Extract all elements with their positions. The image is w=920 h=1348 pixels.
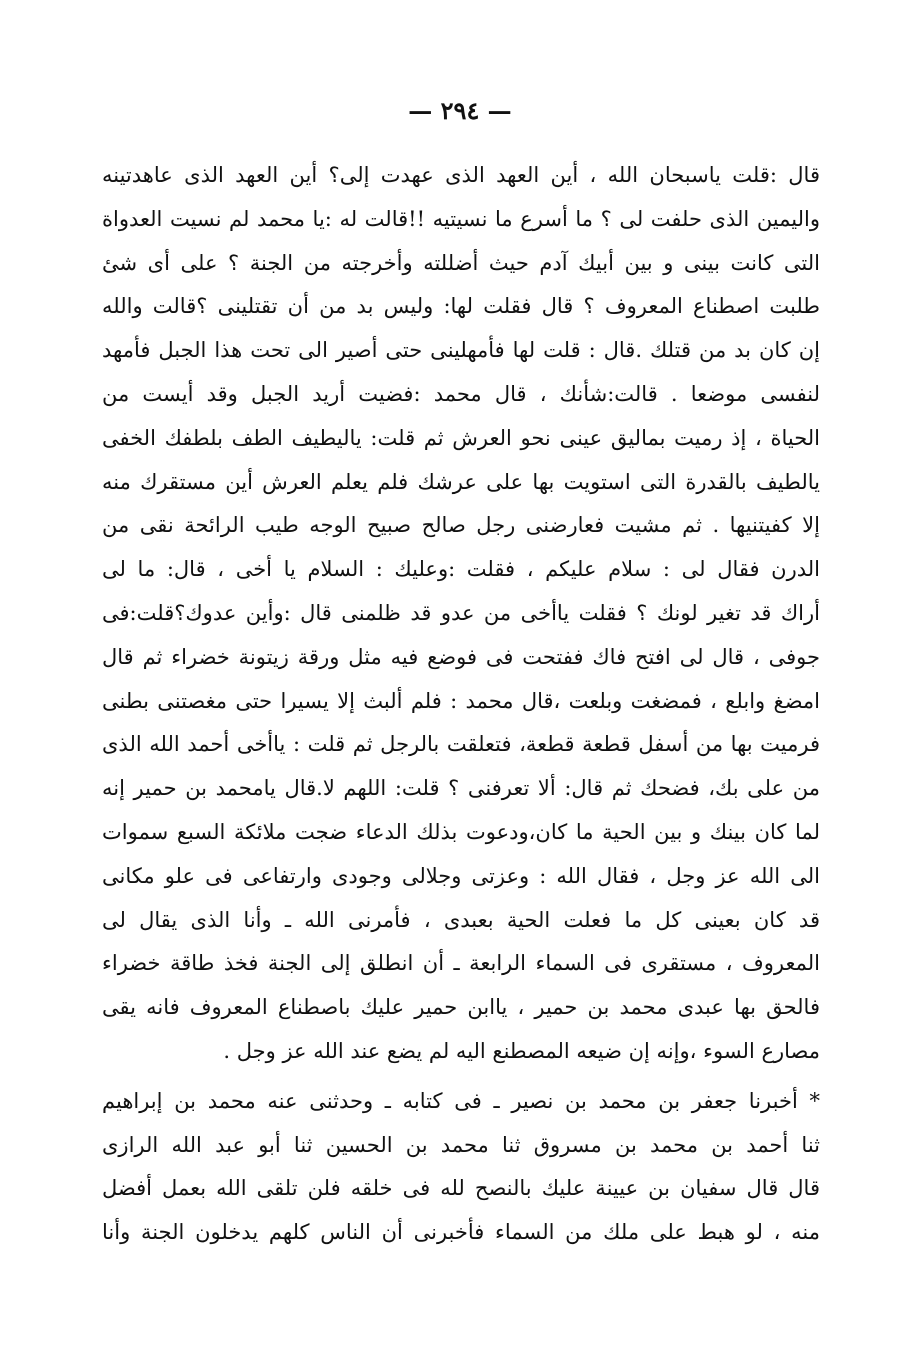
text-line: إلا كفيتنيها . ثم مشيت فعارضنى رجل صالح صبيح الوجه طيب الرائحة نقى من (102, 513, 820, 538)
text-line: امضغ وابلع ، فمضغت وبلعت ،قال محمد : فلم ألبث إلا يسيرا حتى مغصتنى بطنى (102, 688, 820, 713)
text-line: جوفى ، قال لى افتح فاك ففتحت فى فوضع فيه مثل ورقة زيتونة خضراء ثم قال (102, 644, 820, 669)
text-line: أراك قد تغير لونك ؟ فقلت ياأخى من عدو قد ظلمنى قال :وأين عدوك؟قلت:فى (102, 600, 820, 625)
page-number: — ٢٩٤ — (408, 96, 512, 125)
text-line: منه ، لو هبط على ملك من السماء فأخبرنى أن الناس كلهم يدخلون الجنة وأنا (102, 1220, 820, 1245)
text-line: الى الله عز وجل ، فقال الله : وعزتى وجلالى وجودى وارتفاعى فى علو مكانى (102, 863, 820, 888)
text-line: واليمين الذى حلفت لى ؟ ما أسرع ما نسيتيه !!قالت له :يا محمد لم نسيت العدواة (102, 206, 820, 231)
body-text (102, 154, 820, 1255)
text-line: لنفسى موضعا . قالت:شأنك ، قال محمد :فضيت أريد الجبل وقد أيست من (102, 381, 820, 406)
text-line: الحياة ، إذ رميت بماليق عينى نحو العرش ثم قلت: ياليطيف الطف بلطفك الخفى (102, 425, 820, 450)
text-line: فرميت بها من أسفل قطعة قطعة، فتعلقت بالرجل ثم قلت : ياأخى أحمد الله الذى (102, 732, 820, 757)
text-line: من على بك، فضحك ثم قال: ألا تعرفنى ؟ قلت: اللهم لا.قال يامحمد بن حمير إنه (102, 776, 820, 801)
text-line: إن كان بد من قتلك .قال : قلت لها فأمهلينى حتى أصير الى تحت هذا الجبل فأمهد (102, 338, 820, 363)
text-line: لما كان بينك و بين الحية ما كان،ودعوت بذلك الدعاء ضجت ملائكة السبع سموات (102, 819, 820, 844)
text-line: يالطيف بالقدرة التى استويت بها على عرشك فلم يعلم العرش أين مستقرك منه (102, 469, 820, 494)
text-line: قال :قلت ياسبحان الله ، أين العهد الذى عهدت إلى؟ أين العهد الذى عاهدتينه (102, 163, 820, 187)
text-line: فالحق بها عبدى محمد بن حمير ، ياابن حمير عليك باصطناع المعروف فانه يقى (102, 995, 820, 1020)
text-line: المعروف ، مستقرى فى السماء الرابعة ـ أن انطلق إلى الجنة فخذ طاقة خضراء (102, 951, 820, 976)
text-line: * أخبرنا جعفر بن محمد بن نصير ـ فى كتابه ـ وحدثنى عنه محمد بن إبراهيم (102, 1088, 820, 1113)
text-line: الدرن فقال لى : سلام عليكم ، فقلت :وعليك : السلام يا أخى ، قال: ما لى (102, 557, 820, 582)
text-line-paragraph-end: مصارع السوء ،وإنه إن ضيعه المصطنع اليه لم يضع عند الله عز وجل . (223, 1038, 820, 1063)
text-line: ثنا أحمد بن محمد بن مسروق ثنا محمد بن الحسين ثنا أبو عبد الله الرازى (102, 1132, 820, 1157)
text-line: قد كان بعينى كل ما فعلت الحية بعبدى ، فأمرنى الله ـ وأنا الذى يقال لى (102, 907, 820, 932)
text-line: طلبت اصطناع المعروف ؟ قال فقلت لها: وليس بد من أن تقتلينى ؟قالت والله (102, 294, 820, 319)
text-line: قال قال سفيان بن عيينة عليك بالنصح لله فى خلقه فلن تلقى الله بعمل أفضل (102, 1176, 820, 1201)
text-line: التى كانت بينى و بين أبيك آدم حيث أضللته وأخرجته من الجنة ؟ على أى شئ (102, 250, 820, 275)
